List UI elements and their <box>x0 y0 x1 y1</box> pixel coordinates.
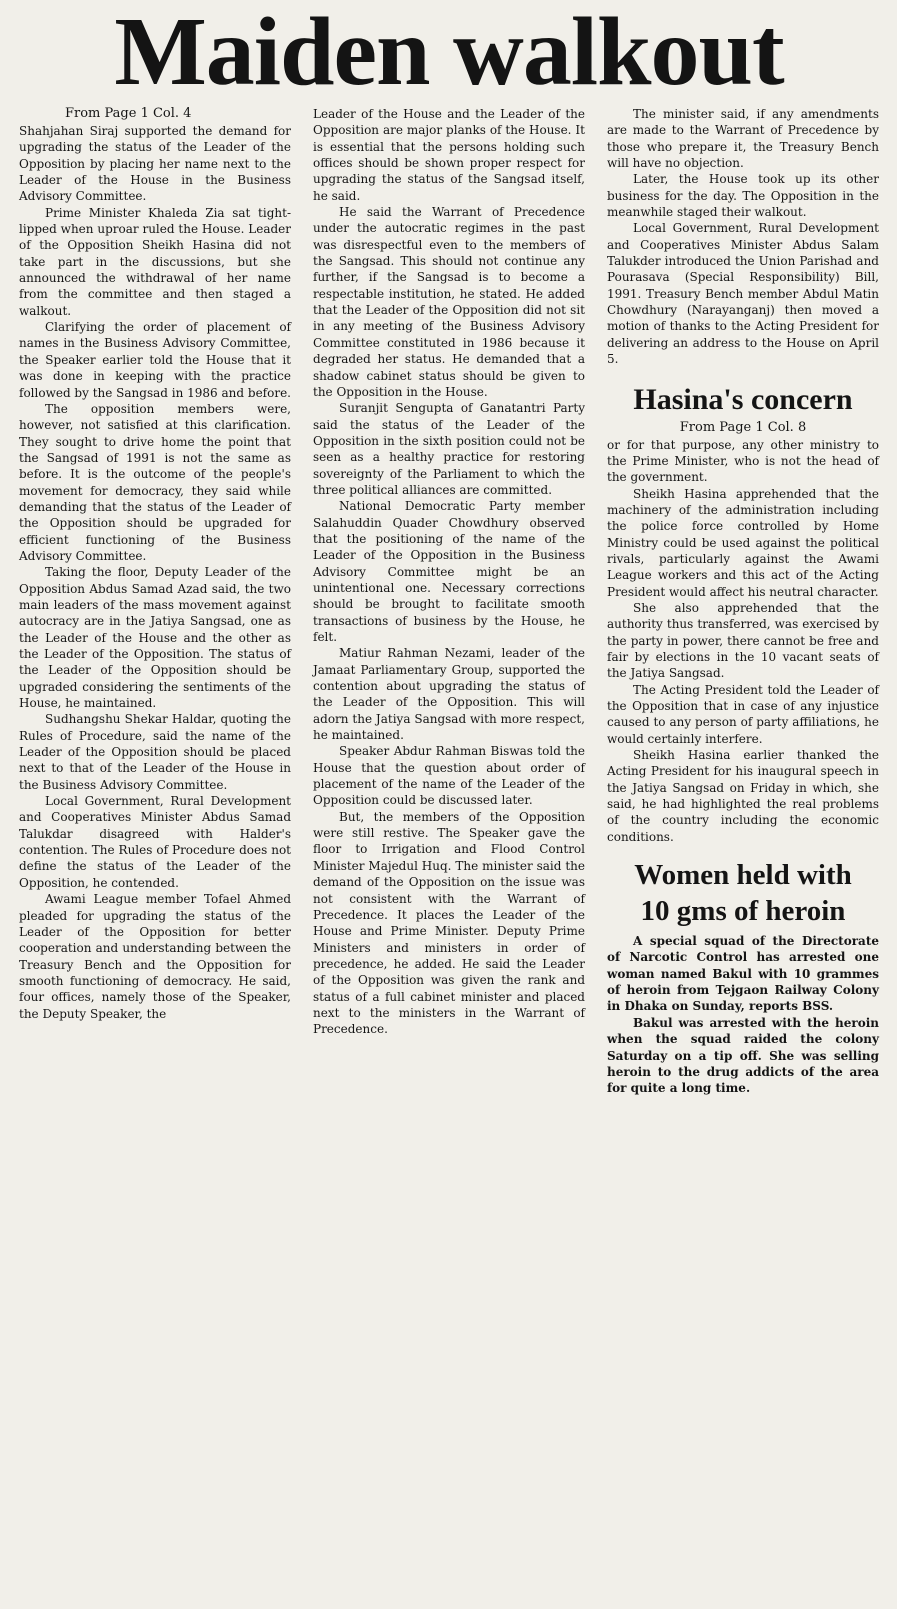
heroin-headline-line-2: 10 gms of heroin <box>640 895 846 928</box>
column-2 <box>313 106 585 1097</box>
heroin-story-body <box>607 933 879 1096</box>
paragraph: Sheikh Hasina apprehended that the machinery of the administration including the police force controlled by Home Ministry could be used against the political rivals, particularly against the Awami League workers and this act of the Acting President would affect his neutral character. <box>607 486 879 599</box>
paragraph: She also apprehended that the authority thus transferred, was exercised by the party in power, there cannot be free and fair by elections in the 10 vacant seats of the Jatiya Sangsad. <box>607 600 879 681</box>
paragraph: Taking the floor, Deputy Leader of the Opposition Abdus Samad Azad said, the two main leaders of the mass movement against autocracy are in the Jatiya Sangsad, one as the Leader of the House and the other as the Leader of the Opposition. The status of the Leader of the Opposition should be upgraded considering the sentiments of the House, he maintained. <box>19 565 291 711</box>
paragraph: Local Government, Rural Development and Cooperatives Minister Abdus Salam Talukder introduced the Union Parishad and Pourasava (Special Responsibility) Bill, 1991. Treasury Bench member Abdul Matin Chowdhury (Narayanganj) then moved a motion of thanks to the Acting President for delivering an address to the House on April 5. <box>607 221 879 367</box>
paragraph: Matiur Rahman Nezami, leader of the Jamaat Parliamentary Group, supported the contention about upgrading the status of the Leader of the Opposition. This will adorn the Jatiya Sangsad with more respect, he maintained. <box>313 646 585 743</box>
paragraph: Leader of the House and the Leader of the Opposition are major planks of the House. It is essential that the persons holding such offices should be shown proper respect for upgrading the status of the Sangsad itself, he said. <box>313 107 585 203</box>
paragraph: Clarifying the order of placement of names in the Business Advisory Committee, the Speaker earlier told the House that it was done in keeping with the practice followed by the Sangsad in 1986 and before. <box>19 320 291 400</box>
paragraph: But, the members of the Opposition were still restive. The Speaker gave the floor to Irrigation and Flood Control Minister Majedul Huq. The minister said the demand of the Opposition on the issue was not consistent with the Warrant of Precedence. It places the Leader of the House and Prime Minister. Deputy Prime Ministers and ministers in order of precedence, he added. He said the Leader of the Opposition was given the rank and status of a full cabinet minister and placed next to the ministers in the Warrant of Precedence. <box>313 809 585 1037</box>
paragraph: The Acting President told the Leader of the Opposition that in case of any injustice caused to any person of party affiliations, he would certainly interfere. <box>607 682 879 746</box>
column-3 <box>607 106 879 1097</box>
paragraph: Local Government, Rural Development and Cooperatives Minister Abdus Samad Talukdar disagreed with Halder's contention. The Rules of Procedure does not define the status of the Leader of the Opposition, he contended. <box>19 794 291 890</box>
paragraph: Speaker Abdur Rahman Biswas told the House that the question about order of placement of the name of the Leader of the Opposition could be discussed later. <box>313 744 585 808</box>
paragraph: Shahjahan Siraj supported the demand for upgrading the status of the Leader of the Opposition by placing her name next to the Leader of the House in the Business Advisory Committee. <box>19 124 291 204</box>
paragraph: Bakul was arrested with the heroin when the squad raided the colony Saturday on a tip off. She was selling heroin to the drug addicts of the area for quite a long time. <box>607 1015 879 1096</box>
paragraph: National Democratic Party member Salahuddin Quader Chowdhury observed that the positioning of the name of the Leader of the Opposition in the Business Advisory Committee might be an unintentional one. Necessary corrections should be brought to facilitate smooth transactions of business by the House, he felt. <box>313 499 585 644</box>
paragraph: Later, the House took up its other business for the day. The Opposition in the meanwhile staged their walkout. <box>607 172 879 220</box>
paragraph: Sheikh Hasina earlier thanked the Acting President for his inaugural speech in the Jatiya Sangsad on Friday in which, she said, he had highlighted the real problems of the country including the economic conditions. <box>607 748 879 844</box>
paragraph: Sudhangshu Shekar Haldar, quoting the Rules of Procedure, said the name of the Leader of the Opposition should be placed next to that of the Leader of the House in the Business Advisory Committee. <box>19 712 291 792</box>
jump-line: From Page 1 Col. 8 <box>679 419 807 435</box>
paragraph: The opposition members were, however, not satisfied at this clarification. They sought to drive home the point that the Sangsad of 1991 is not the same as before. It is the outcome of the people's movement for democracy, they said while demanding that the status of the Leader of the Opposition should be upgraded for efficient functioning of the Business Advisory Committee. <box>19 401 291 563</box>
paragraph: or for that purpose, any other ministry to the Prime Minister, who is not the head of the government. <box>607 437 879 485</box>
columns <box>19 106 879 1097</box>
paragraph: A special squad of the Directorate of Narcotic Control has arrested one woman named Bakul with 10 grammes of heroin from Tejgaon Railway Colony in Dhaka on Sunday, reports BSS. <box>607 934 879 1014</box>
headline: Maiden walkout <box>114 0 784 96</box>
jump-line: From Page 1 Col. 4 <box>65 106 192 121</box>
paragraph: The minister said, if any amendments are made to the Warrant of Precedence by those who prepare it, the Treasury Bench will have no objection. <box>607 107 879 171</box>
heroin-headline-line-1: Women held with <box>634 859 852 892</box>
paragraph: Prime Minister Khaleda Zia sat tight-lipped when uproar ruled the House. Leader of the Opposition Sheikh Hasina did not take part in the discussions, but she announced the withdrawal of her name from the committee and then staged a walkout. <box>19 205 291 318</box>
paragraph: He said the Warrant of Precedence under the autocratic regimes in the past was disrespectful even to the members of the Sangsad. This should not continue any further, if the Sangsad is to become a respectable institution, he stated. He added that the Leader of the Opposition did not sit in any meeting of the Business Advisory Committee constituted in 1986 because it degraded her status. He demanded that a shadow cabinet status should be given to the Opposition in the House. <box>313 205 585 399</box>
paragraph: Suranjit Sengupta of Ganatantri Party said the status of the Leader of the Opposition in the sixth position could not be seen as a healthy practice for restoring sovereignty of the Parliament to which the three political alliances are committed. <box>313 401 585 497</box>
column-1 <box>19 106 291 1097</box>
heroin-story-headline <box>607 857 879 929</box>
hasina-story-headline: Hasina's concern <box>633 382 853 416</box>
paragraph: Awami League member Tofael Ahmed pleaded for upgrading the status of the Leader of the Opposition for better cooperation and understanding between the Treasury Bench and the Opposition for smooth functioning of democracy. He said, four offices, namely those of the Speaker, the Deputy Speaker, the <box>19 892 291 1021</box>
